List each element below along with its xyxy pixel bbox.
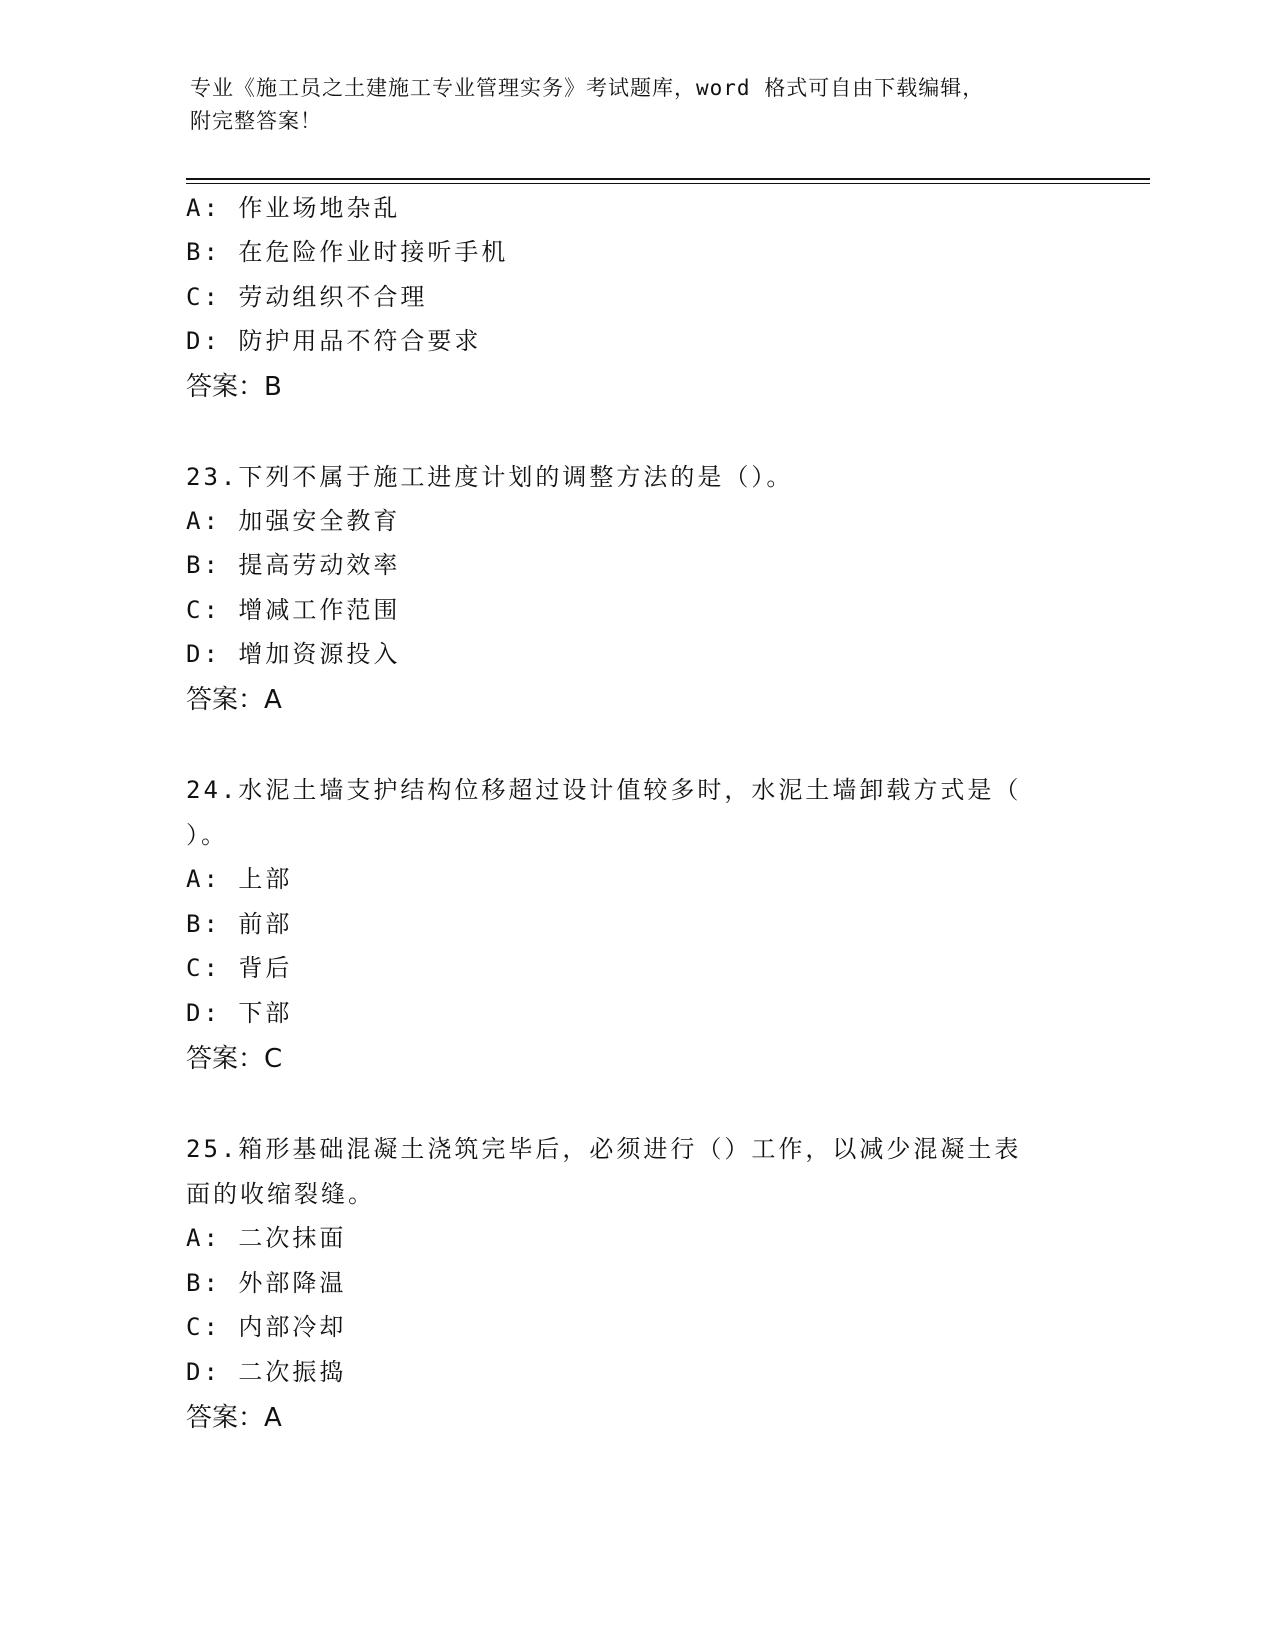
- q25-option-b: B: 外部降温: [186, 1269, 347, 1297]
- q25-answer: 答案：A: [186, 1403, 282, 1433]
- q23-option-c: C: 增减工作范围: [186, 596, 401, 624]
- header-line-1: 专业《施工员之土建施工专业管理实务》考试题库，word 格式可自由下载编辑，: [190, 76, 985, 100]
- header-divider-thick: [186, 178, 1150, 180]
- header-divider-thin: [186, 183, 1150, 184]
- q22-option-d: D: 防护用品不符合要求: [186, 327, 482, 355]
- q23-option-b: B: 提高劳动效率: [186, 551, 401, 579]
- q25-stem-line-2: 面的收缩裂缝。: [186, 1180, 375, 1208]
- q22-option-c: C: 劳动组织不合理: [186, 283, 428, 311]
- q23-stem: 23.下列不属于施工进度计划的调整方法的是（）。: [186, 463, 794, 491]
- q23-option-d: D: 增加资源投入: [186, 640, 401, 668]
- q24-option-b: B: 前部: [186, 910, 293, 938]
- q23-answer: 答案：A: [186, 685, 282, 715]
- q22-option-a: A: 作业场地杂乱: [186, 194, 401, 222]
- q24-stem-line-2: ）。: [186, 821, 228, 849]
- document-header: [190, 72, 1090, 138]
- q25-option-a: A: 二次抹面: [186, 1224, 347, 1252]
- q25-option-d: D: 二次振捣: [186, 1358, 347, 1386]
- q24-stem-line-1: 24.水泥土墙支护结构位移超过设计值较多时，水泥土墙卸载方式是（: [186, 776, 1022, 804]
- q22-option-b: B: 在危险作业时接听手机: [186, 238, 509, 266]
- q25-stem-line-1: 25.箱形基础混凝土浇筑完毕后，必须进行（）工作，以减少混凝土表: [186, 1135, 1022, 1163]
- header-line-2: 附完整答案！: [190, 109, 322, 133]
- q24-option-a: A: 上部: [186, 865, 293, 893]
- q23-option-a: A: 加强安全教育: [186, 507, 401, 535]
- q24-answer: 答案：C: [186, 1044, 283, 1074]
- q25-option-c: C: 内部冷却: [186, 1313, 347, 1341]
- q24-option-d: D: 下部: [186, 999, 293, 1027]
- q22-answer: 答案：B: [186, 372, 282, 402]
- q24-option-c: C: 背后: [186, 954, 293, 982]
